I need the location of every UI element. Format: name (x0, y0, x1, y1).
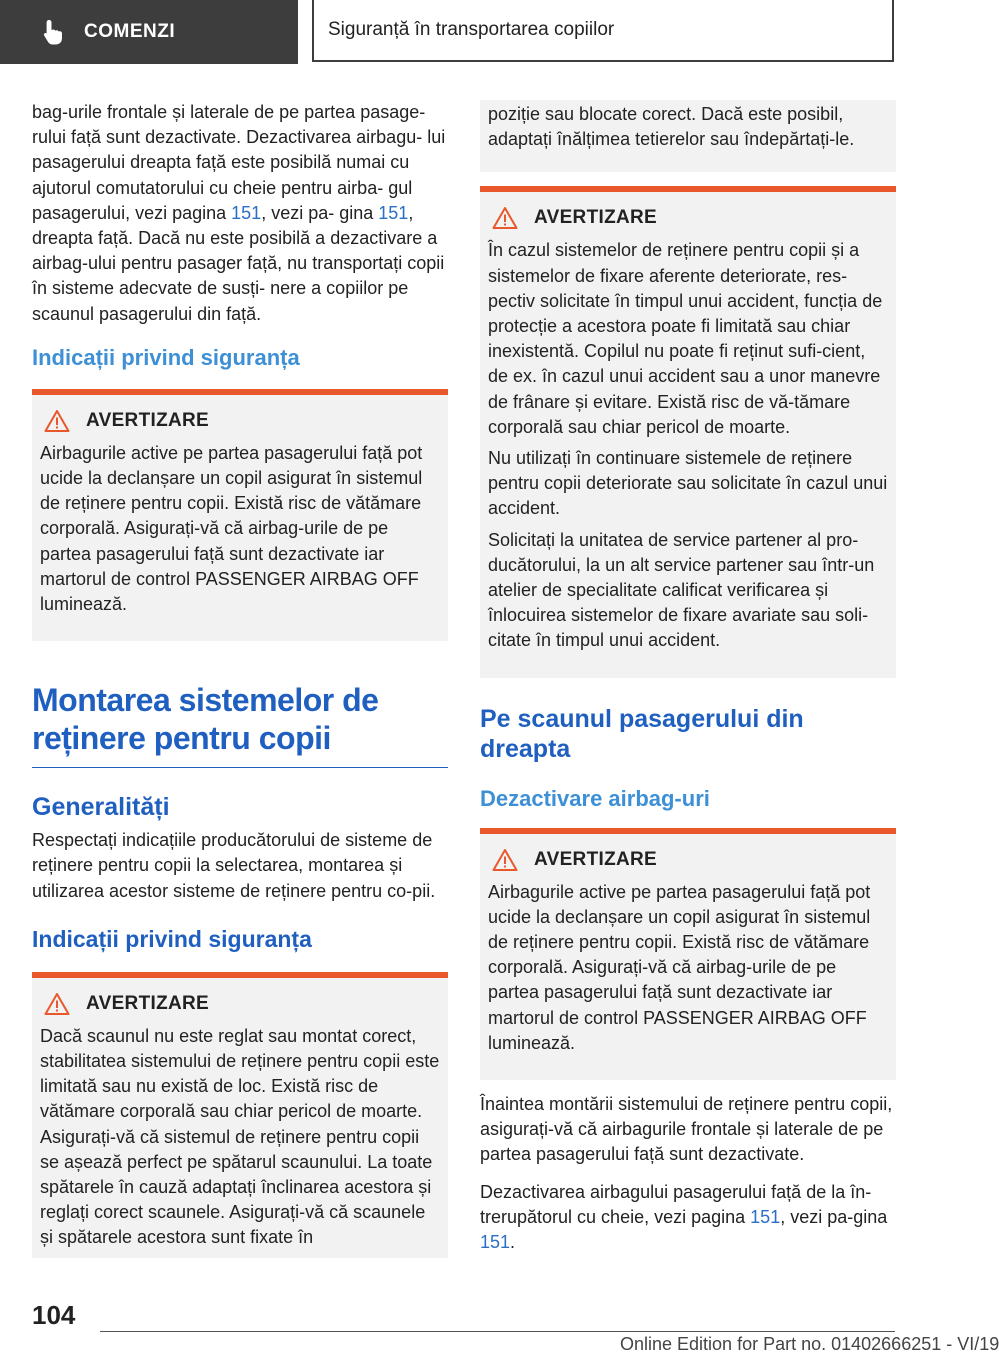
chapter-tab[interactable] (312, 0, 894, 62)
hand-touch-icon (38, 17, 68, 47)
footer-divider (100, 1331, 895, 1332)
general-text: Respectați indicațiile producătorului de sisteme de reținere pentru copii la selectarea, montarea și utilizarea acestor sisteme de reținere pentru co-pii. (32, 830, 436, 901)
warning-box (32, 972, 448, 1258)
warning-text: Airbagurile active pe partea pasagerului față pot ucide la declanșare un copil asigurat în sistemul de reținere pentru copii. Există risc de vătămare corporală. Asigurați-vă că airbag-urile de pe partea pasagerului față sunt dezactivate iar martorul de control PASSENGER AIRBAG OFF luminează. (488, 881, 871, 1053)
warning-label: AVERTIZARE (534, 848, 657, 870)
warning-label: AVERTIZARE (86, 992, 209, 1014)
warning-header (40, 409, 440, 433)
general-heading: Generalități (32, 793, 170, 822)
warning-label: AVERTIZARE (86, 409, 209, 431)
page-link[interactable]: 151 (480, 1232, 511, 1253)
page-number: 104 (32, 1300, 76, 1330)
right-column (480, 100, 896, 1267)
warning-box (32, 389, 448, 641)
warning-text: Nu utilizați în continuare sistemele de reținere pentru copii deteriorate sau solicitate în cazul unui accident. (488, 448, 888, 519)
page-link[interactable]: 151 (750, 1206, 781, 1227)
warning-label: AVERTIZARE (534, 207, 657, 229)
warning-header (488, 848, 888, 872)
warning-box (480, 186, 896, 677)
page-link[interactable]: 151 (231, 202, 262, 223)
warning-text: În cazul sistemelor de reținere pentru copii și a sistemelor de fixare aferente deteriorate, res-pectiv solicitate în timpul unui accident, funcția de protecție a acestora poate fi limitată sau chiar inexistentă. Copilul nu poate fi reținut sufi-cient, de ex. în cazul unui accident sau a unor manevre de frânare și evitare. Există risc de vă-tămare corporală sau chiar pericol de moarte. (488, 240, 883, 437)
warning-continuation (480, 100, 896, 172)
deactivate-heading: Dezactivare airbag-uri (480, 785, 710, 811)
deactivate-text: Dezactivarea airbagului pasagerului față de la în-trerupătorul cu cheie, vezi pagina 151, vezi pa-gina 151. (480, 1181, 888, 1253)
edition-text: Online Edition for Part no. 01402666251 - VI/19 (620, 1334, 999, 1354)
left-column (32, 100, 448, 1258)
warning-triangle-icon (492, 206, 518, 230)
warning-header (488, 206, 888, 230)
main-heading-line2: reținere pentru copii (32, 720, 331, 757)
chapter-title: Siguranță în transportarea copiilor (328, 19, 615, 40)
warning-header (40, 992, 440, 1016)
before-text: Înaintea montării sistemului de reținere pentru copii, asigurați-vă că airbagurile frontale și laterale de pe partea pasagerului față sunt dezactivate. (480, 1094, 893, 1165)
warning-triangle-icon (492, 848, 518, 872)
section-tab[interactable] (0, 0, 298, 64)
heading-divider (32, 767, 448, 768)
warning-text: Airbagurile active pe partea pasagerului față pot ucide la declanșare un copil asigurat în sistemul de reținere pentru copii. Există risc de vătămare corporală. Asigurați-vă că airbag-urile de pe partea pasagerului față sunt dezactivate iar martorul de control PASSENGER AIRBAG OFF luminează. (40, 442, 423, 615)
warning-text: Solicitați la unitatea de service partener al pro-ducătorului, la un alt service partener sau într-un atelier de specialitate calificat verificarea și înlocuirea sistemelor de fixare avariate sau soli-citate în timpul unui accident. (488, 529, 875, 651)
continued-text: poziție sau blocate corect. Dacă este posibil, adaptați înălțimea tetierelor sau îndepărtați-le. (488, 104, 855, 150)
main-heading-line1: Montarea sistemelor de (32, 682, 379, 719)
intro-paragraph: bag-urile frontale și laterale de pe partea pasage- rului față sunt dezactivate. Dezactivarea airbagu- lui pasagerului dreapta față este posibilă numai cu ajutorul comutatorului cu cheie pentru airba- gul pasagerului, vezi pagina 151, vezi pa- gina 151, dreapta față. Dacă nu este posibilă a dezactivare a airbag-ului pentru pasager față, nu transportați copii în sisteme adecvate de susți- nere a copiilor pe scaunul pasagerului din față. (32, 102, 446, 324)
warning-triangle-icon (44, 992, 70, 1016)
section-label: COMENZI (84, 21, 176, 42)
seat-heading-line1: Pe scaunul pasagerului din (480, 704, 804, 733)
seat-heading-line2: dreapta (480, 734, 571, 763)
warning-text: Dacă scaunul nu este reglat sau montat corect, stabilitatea sistemului de reținere pentru copii este limitată sau nu există de loc. Există risc de vătămare corporală sau chiar pericol de moarte. Asigurați-vă că sistemul de reținere pentru copii se așează perfect pe spătarul scaunului. La toate spătarele în cauză adaptați înclinarea acestora și reglați corect scaunele. Asigurați-vă că scaunele și spătarele acestora sunt fixate în (40, 1025, 440, 1248)
warning-box (480, 828, 896, 1080)
page-header (0, 0, 960, 66)
page-link[interactable]: 151 (378, 202, 409, 223)
safety-heading: Indicații privind siguranța (32, 925, 312, 952)
warning-triangle-icon (44, 409, 70, 433)
safety-heading: Indicații privind siguranța (32, 344, 300, 370)
